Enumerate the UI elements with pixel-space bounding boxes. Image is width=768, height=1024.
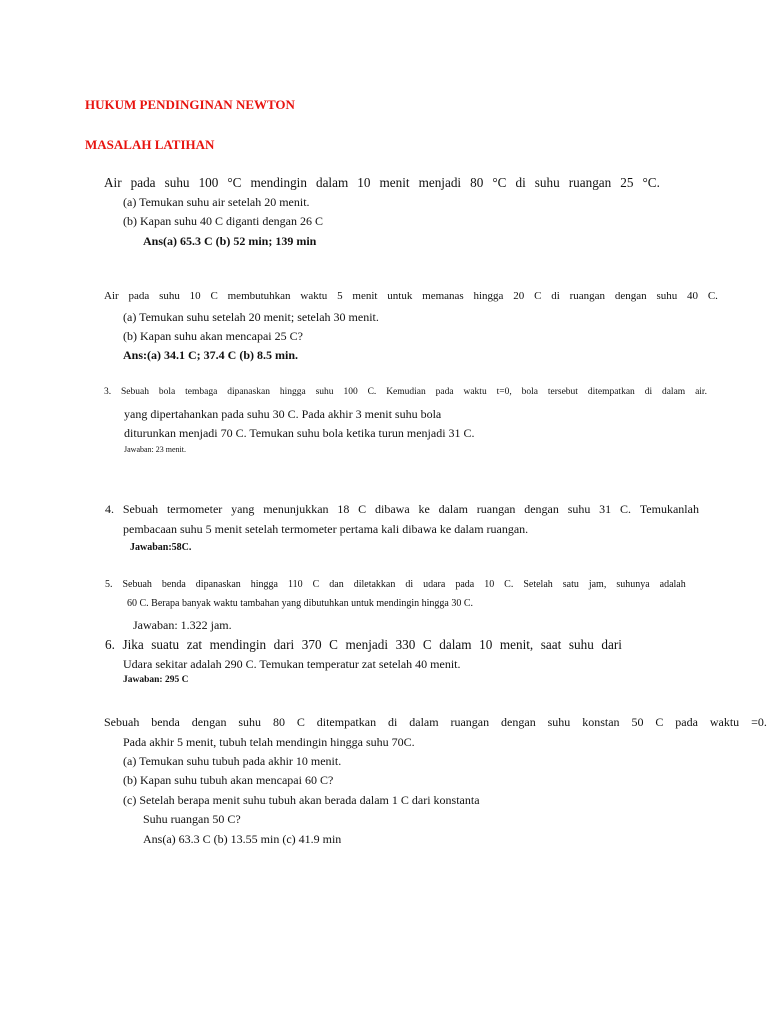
statement-word: tersebut <box>547 387 578 397</box>
statement-word: dalam <box>315 175 349 190</box>
statement-word: 6. <box>105 637 115 652</box>
problem-7-part-a: (a) Temukan suhu tubuh pada akhir 10 menit. <box>123 754 342 768</box>
statement-word: diletakkan <box>353 579 396 590</box>
statement-word: =0. <box>751 715 767 729</box>
statement-word: C. <box>367 387 377 397</box>
statement-word: menjadi <box>345 637 388 652</box>
statement-word: 3. <box>104 387 112 397</box>
statement-word: ke <box>418 502 430 516</box>
problem-7-line-2: Pada akhir 5 menit, tubuh telah mendingin hingga suhu 70C. <box>123 735 415 749</box>
statement-word: 20 <box>513 290 525 302</box>
statement-word: suhu <box>567 502 591 516</box>
section-subtitle: MASALAH LATIHAN <box>85 137 215 152</box>
problem-7-part-b: (b) Kapan suhu tubuh akan mencapai 60 C? <box>123 773 334 787</box>
statement-word: 5 <box>337 290 343 302</box>
statement-word: suhu <box>238 715 262 729</box>
statement-word: benda <box>161 579 186 590</box>
statement-word: jam, <box>588 579 607 590</box>
statement-word: waktu <box>300 290 328 302</box>
statement-word: 18 <box>337 502 350 516</box>
statement-word: dalam <box>439 637 472 652</box>
statement-word: menit <box>352 290 378 302</box>
problem-5-line-2: 60 C. Berapa banyak waktu tambahan yang dibutuhkan untuk mendingin hingga 30 C. <box>127 598 474 609</box>
statement-word: 80 <box>272 715 285 729</box>
statement-word: bola <box>521 387 538 397</box>
statement-word: Temukanlah <box>639 502 699 516</box>
statement-word: Kemudian <box>386 387 426 397</box>
statement-word: dalam <box>438 502 468 516</box>
problem-1-part-a: (a) Temukan suhu air setelah 20 menit. <box>123 195 310 209</box>
statement-word: menit <box>379 175 410 190</box>
statement-word: Air <box>104 290 119 302</box>
statement-word: suhu <box>656 290 678 302</box>
statement-word: termometer <box>166 502 223 516</box>
statement-word: 50 <box>631 715 644 729</box>
statement-word: dari <box>601 637 622 652</box>
statement-word: waktu <box>709 715 740 729</box>
statement-word: menjadi <box>418 175 462 190</box>
statement-word: 10 <box>479 637 493 652</box>
statement-word: zat <box>186 637 203 652</box>
statement-word: C. <box>707 290 718 302</box>
statement-word: suatu <box>151 637 180 652</box>
statement-word: Setelah <box>523 579 553 590</box>
statement-word: Jika <box>122 637 144 652</box>
statement-word: bola <box>158 387 176 397</box>
statement-word: C. <box>619 502 631 516</box>
statement-word: Sebuah <box>104 715 140 729</box>
statement-word: 110 <box>287 579 303 590</box>
statement-word: pada <box>130 175 156 190</box>
statement-word: menit, <box>499 637 534 652</box>
problem-7-answer: Ans(a) 63.3 C (b) 13.55 min (c) 41.9 min <box>143 832 342 846</box>
statement-word: di <box>515 175 526 190</box>
statement-word: °C. <box>642 175 660 190</box>
statement-word: suhu <box>315 387 334 397</box>
statement-word: yang <box>231 502 255 516</box>
statement-word: 100 <box>198 175 219 190</box>
problem-2-answer: Ans:(a) 34.1 C; 37.4 C (b) 8.5 min. <box>123 348 298 362</box>
statement-word: ditempatkan <box>587 387 635 397</box>
problem-2-statement <box>104 291 718 302</box>
statement-word: 80 <box>470 175 484 190</box>
page-title: HUKUM PENDINGINAN NEWTON <box>85 97 295 112</box>
statement-word: dengan <box>191 715 227 729</box>
problem-4-answer: Jawaban:58C. <box>130 542 192 553</box>
statement-word: 370 <box>301 637 322 652</box>
problem-2-part-a: (a) Temukan suhu setelah 20 menit; setelah 30 menit. <box>123 310 379 324</box>
statement-word: dalam <box>409 715 439 729</box>
statement-word: suhu <box>159 290 180 302</box>
statement-word: pada <box>675 715 698 729</box>
statement-word: di <box>388 715 398 729</box>
statement-word: air. <box>695 387 707 397</box>
statement-word: saat <box>540 637 562 652</box>
statement-word: benda <box>151 715 180 729</box>
statement-word: ruangan <box>568 175 612 190</box>
statement-word: dengan <box>524 502 559 516</box>
statement-word: C <box>358 502 367 516</box>
statement-word: udara <box>423 579 446 590</box>
statement-word: dipanaskan <box>227 387 270 397</box>
problem-1-part-b: (b) Kapan suhu 40 C diganti dengan 26 C <box>123 214 323 228</box>
statement-word: dipanaskan <box>195 579 241 590</box>
statement-word: dan <box>329 579 344 590</box>
statement-word: dengan <box>614 290 647 302</box>
problem-7-part-c-continued: Suhu ruangan 50 C? <box>143 812 241 826</box>
statement-word: Sebuah <box>121 387 149 397</box>
statement-word: ruangan <box>476 502 516 516</box>
problem-5-answer: Jawaban: 1.322 jam. <box>133 618 232 632</box>
statement-word: dibawa <box>375 502 410 516</box>
statement-word: dari <box>273 637 295 652</box>
problem-7-statement <box>104 716 767 728</box>
statement-word: °C <box>227 175 242 190</box>
statement-word: C <box>312 579 320 590</box>
statement-word: satu <box>562 579 579 590</box>
statement-word: 10 <box>357 175 371 190</box>
statement-word: untuk <box>387 290 413 302</box>
statement-word: C <box>210 290 218 302</box>
statement-word: hingga <box>279 387 306 397</box>
statement-word: membutuhkan <box>227 290 291 302</box>
statement-word: di <box>405 579 414 590</box>
statement-word: konstan <box>582 715 620 729</box>
statement-word: 5. <box>105 579 113 590</box>
statement-word: 25 <box>620 175 634 190</box>
statement-word: suhunya <box>616 579 650 590</box>
statement-word: t=0, <box>496 387 512 397</box>
statement-word: suhu <box>547 715 571 729</box>
problem-3-statement <box>104 388 707 398</box>
statement-word: suhu <box>164 175 190 190</box>
statement-word: waktu <box>463 387 487 397</box>
statement-word: dengan <box>501 715 536 729</box>
statement-word: pada <box>455 579 475 590</box>
statement-word: 330 <box>395 637 416 652</box>
statement-word: C <box>534 290 542 302</box>
problem-1-statement <box>104 176 660 189</box>
statement-word: C <box>296 715 305 729</box>
statement-word: suhu <box>534 175 560 190</box>
statement-word: 10 <box>484 579 495 590</box>
statement-word: 4. <box>105 502 114 516</box>
statement-word: pada <box>435 387 454 397</box>
statement-word: C. <box>504 579 514 590</box>
problem-4-statement <box>105 503 699 515</box>
statement-word: C <box>422 637 432 652</box>
statement-word: ruangan <box>450 715 490 729</box>
statement-word: di <box>644 387 653 397</box>
statement-word: dalam <box>661 387 686 397</box>
statement-word: suhu <box>568 637 594 652</box>
problem-7-part-c: (c) Setelah berapa menit suhu tubuh akan berada dalam 1 C dari konstanta <box>123 793 480 807</box>
statement-word: tembaga <box>185 387 218 397</box>
statement-word: hingga <box>473 290 504 302</box>
statement-word: 100 <box>343 387 358 397</box>
statement-word: C <box>655 715 664 729</box>
statement-word: pada <box>128 290 150 302</box>
statement-word: hingga <box>250 579 278 590</box>
statement-word: ruangan <box>569 290 606 302</box>
statement-word: adalah <box>659 579 686 590</box>
problem-3-line-3: diturunkan menjadi 70 C. Temukan suhu bola ketika turun menjadi 31 C. <box>124 426 475 440</box>
statement-word: C <box>329 637 338 652</box>
statement-word: 10 <box>189 290 201 302</box>
statement-word: mendingin <box>250 175 307 190</box>
problem-4-line-2: pembacaan suhu 5 menit setelah termometer pertama kali dibawa ke dalam ruangan. <box>123 522 529 536</box>
problem-2-part-b: (b) Kapan suhu akan mencapai 25 C? <box>123 329 303 343</box>
problem-5-statement <box>105 580 686 590</box>
statement-word: °C <box>492 175 507 190</box>
statement-word: memanas <box>422 290 464 302</box>
problem-1-answer: Ans(a) 65.3 C (b) 52 min; 139 min <box>143 234 317 248</box>
statement-word: menunjukkan <box>263 502 329 516</box>
statement-word: Sebuah <box>122 502 159 516</box>
statement-word: Sebuah <box>122 579 152 590</box>
statement-word: 40 <box>687 290 699 302</box>
statement-word: Air <box>104 175 122 190</box>
statement-word: mendingin <box>209 637 267 652</box>
statement-word: di <box>551 290 560 302</box>
problem-6-line-2: Udara sekitar adalah 290 C. Temukan temperatur zat setelah 40 menit. <box>123 657 461 671</box>
statement-word: 31 <box>599 502 612 516</box>
problem-6-answer: Jawaban: 295 C <box>123 675 189 685</box>
problem-6-statement <box>105 638 622 651</box>
problem-3-answer: Jawaban: 23 menit. <box>124 445 186 454</box>
problem-3-line-2: yang dipertahankan pada suhu 30 C. Pada akhir 3 menit suhu bola <box>124 407 442 421</box>
statement-word: ditempatkan <box>316 715 377 729</box>
